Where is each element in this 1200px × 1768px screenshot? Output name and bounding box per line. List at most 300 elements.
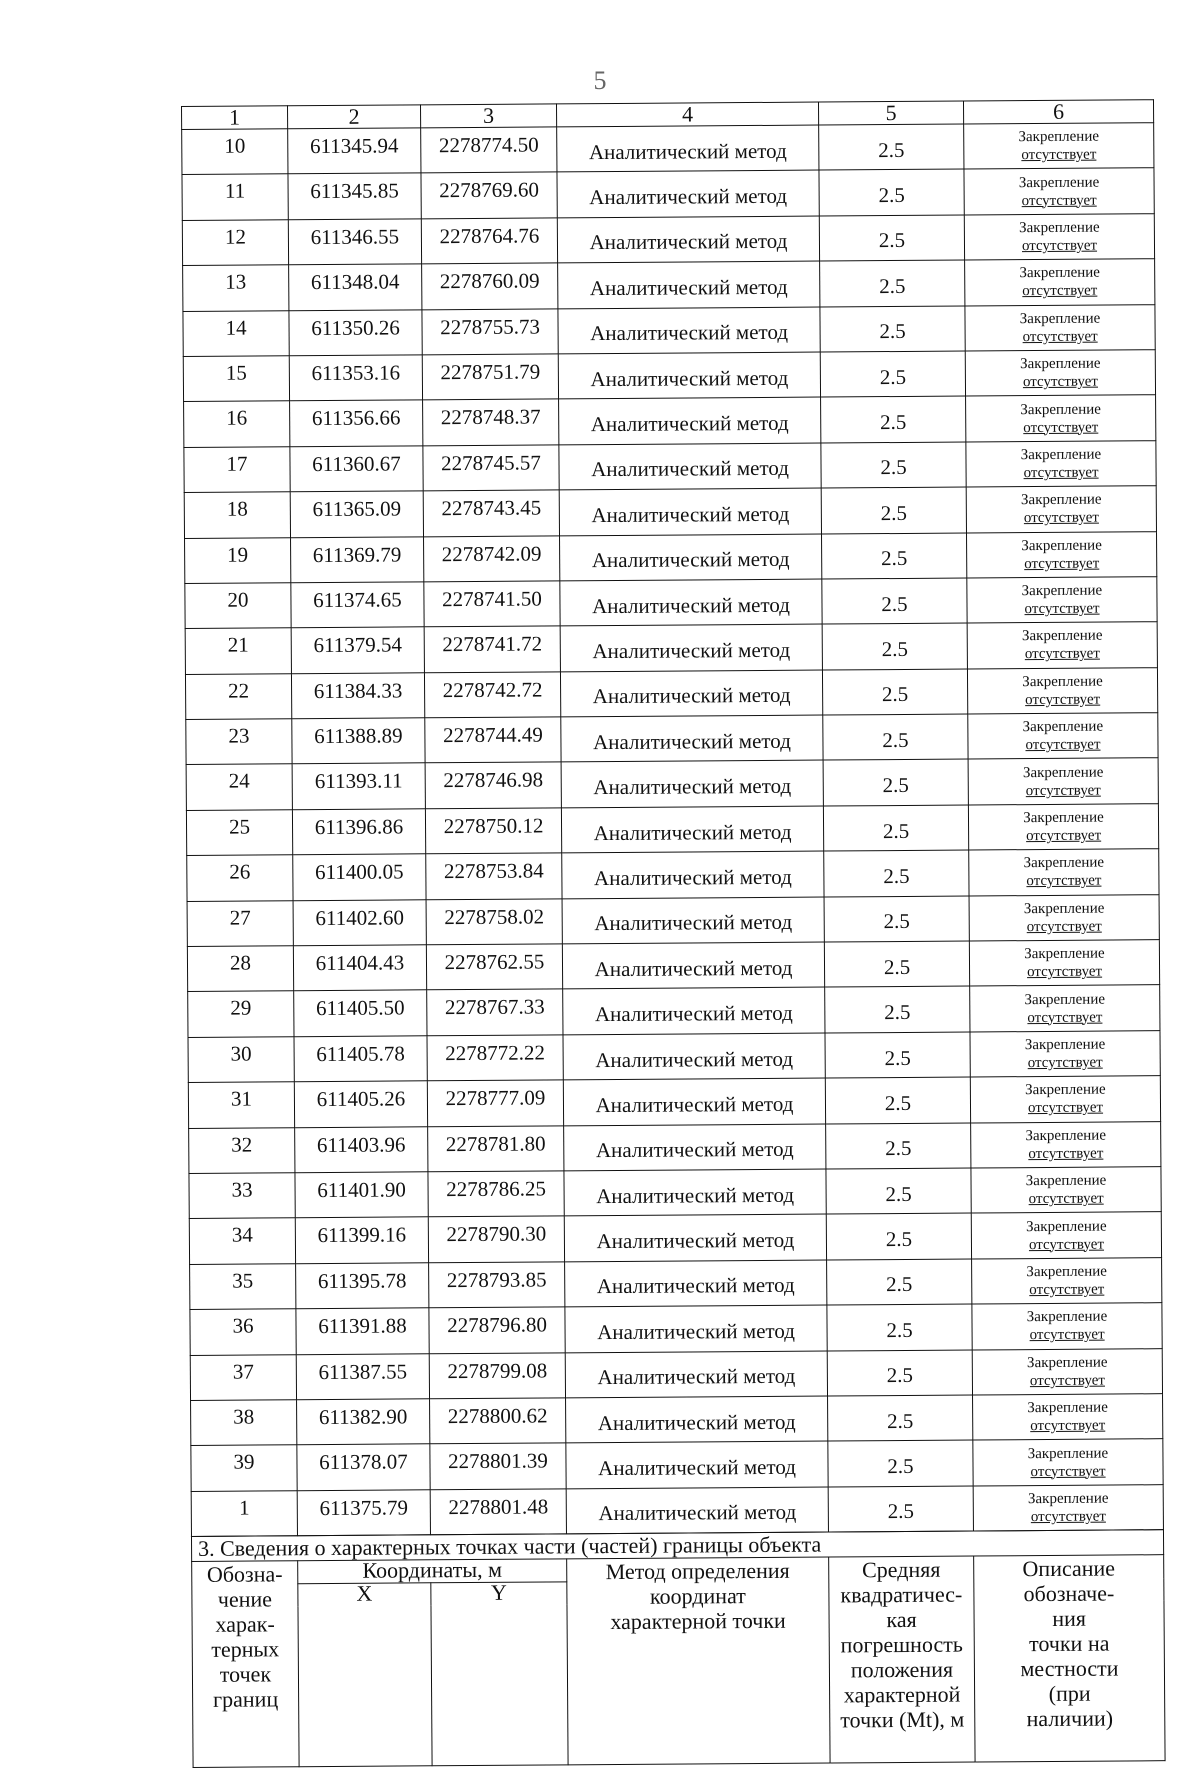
- point-number: 19: [185, 537, 291, 583]
- fixing-line-2: отсутствует: [1028, 1190, 1104, 1208]
- table-row: [189, 1121, 1161, 1173]
- fixing-cell: [964, 123, 1154, 170]
- fixing-line-1: Закрепление: [1023, 809, 1104, 827]
- coord-x: 611369.79: [291, 536, 424, 582]
- error-cell: 2.5: [828, 1486, 973, 1532]
- coord-y: 2278744.49: [425, 717, 561, 763]
- method-cell: Аналитический метод: [560, 534, 822, 581]
- header-line: наличии): [1026, 1705, 1114, 1732]
- column-number: 5: [818, 101, 963, 125]
- fixing-line-2: отсутствует: [1022, 282, 1098, 300]
- table-row: [183, 259, 1155, 311]
- error-cell: 2.5: [821, 442, 966, 488]
- coord-y: 2278774.50: [421, 127, 557, 173]
- fixing-line-2: отсутствует: [1024, 600, 1100, 618]
- error-cell: 2.5: [822, 669, 967, 715]
- point-number: 14: [183, 310, 289, 356]
- column-number: 1: [182, 106, 288, 130]
- coord-x: 611403.96: [295, 1126, 428, 1172]
- fixing-cell: [971, 1167, 1161, 1214]
- method-cell: Аналитический метод: [564, 1124, 826, 1171]
- fixing-cell: [966, 395, 1156, 442]
- error-cell: 2.5: [827, 1259, 972, 1305]
- fixing-line-1: Закрепление: [1024, 1036, 1106, 1054]
- fixing-line-2: отсутствует: [1026, 873, 1102, 890]
- table-row: [187, 894, 1159, 946]
- coord-y: 2278767.33: [427, 989, 563, 1035]
- error-cell: 2.5: [826, 1213, 971, 1259]
- error-cell: 2.5: [819, 124, 964, 170]
- header-line: Метод определения: [605, 1557, 790, 1585]
- point-number: 38: [191, 1400, 297, 1446]
- fixing-line-1: Закрепление: [1026, 1263, 1107, 1281]
- fixing-line-1: Закрепление: [1019, 310, 1101, 327]
- error-cell: 2.5: [828, 1395, 973, 1441]
- column-number: 4: [556, 102, 818, 127]
- table-row: [184, 486, 1156, 538]
- fixing-line-2: отсутствует: [1021, 146, 1097, 164]
- coord-x: 611396.86: [292, 809, 425, 855]
- point-number: 34: [189, 1218, 295, 1264]
- fixing-line-1: Закрепление: [1018, 174, 1100, 191]
- point-number: 29: [188, 991, 294, 1037]
- fixing-line-1: Закрепление: [1026, 1308, 1108, 1326]
- coord-y: 2278764.76: [421, 218, 557, 264]
- header-method: [567, 1557, 830, 1765]
- coord-y: 2278750.12: [425, 808, 561, 854]
- fixing-line-2: отсутствует: [1027, 1054, 1103, 1072]
- table-row: [190, 1303, 1162, 1355]
- coord-y: 2278753.84: [426, 853, 562, 899]
- coord-x: 611345.85: [288, 173, 421, 219]
- fixing-cell: [969, 940, 1159, 987]
- coord-x: 611382.90: [297, 1399, 430, 1445]
- fixing-cell: [968, 758, 1158, 805]
- coord-x: 611387.55: [296, 1353, 429, 1399]
- coord-x: 611374.65: [291, 582, 424, 628]
- fixing-line-1: Закрепление: [1021, 628, 1103, 645]
- header-line: чение: [217, 1586, 273, 1612]
- table-row: [191, 1484, 1163, 1536]
- table-row: [183, 350, 1155, 402]
- header-line: координат: [649, 1583, 746, 1609]
- table-row: [185, 531, 1157, 583]
- method-cell: Аналитический метод: [558, 307, 820, 354]
- method-cell: Аналитический метод: [565, 1351, 827, 1398]
- error-cell: 2.5: [821, 487, 966, 533]
- point-number: 33: [189, 1173, 295, 1219]
- point-number: 12: [182, 220, 288, 266]
- fixing-cell: [966, 531, 1156, 578]
- coord-x: 611346.55: [288, 219, 421, 265]
- coord-y: 2278742.72: [424, 672, 560, 718]
- error-cell: 2.5: [824, 850, 969, 896]
- header-line: обозначе-: [1023, 1580, 1115, 1607]
- point-number: 1: [191, 1490, 297, 1536]
- coordinates-document: [181, 99, 1165, 1768]
- fixing-cell: [965, 350, 1155, 397]
- table-row: [182, 168, 1154, 220]
- coord-y: 2278790.30: [428, 1216, 564, 1262]
- fixing-cell: [966, 486, 1156, 533]
- coord-y: 2278760.09: [422, 263, 558, 309]
- column-number: 2: [288, 105, 421, 129]
- header-line: точки на: [1029, 1630, 1110, 1657]
- coord-y: 2278745.57: [423, 445, 559, 491]
- error-cell: 2.5: [828, 1440, 973, 1486]
- point-number: 17: [184, 446, 290, 492]
- method-cell: Аналитический метод: [566, 1396, 828, 1443]
- method-cell: Аналитический метод: [559, 443, 821, 490]
- fixing-cell: [970, 1076, 1160, 1123]
- error-cell: 2.5: [824, 941, 969, 987]
- method-cell: Аналитический метод: [562, 897, 824, 944]
- header-line: Обозна-: [206, 1561, 283, 1587]
- fixing-cell: [972, 1348, 1162, 1395]
- coord-y: 2278769.60: [421, 172, 557, 218]
- method-cell: Аналитический метод: [566, 1487, 828, 1534]
- coord-x: 611378.07: [297, 1444, 430, 1490]
- coord-x: 611401.90: [295, 1172, 428, 1218]
- table-row: [182, 213, 1154, 265]
- fixing-cell: [967, 622, 1157, 669]
- fixing-line-2: отсутствует: [1023, 509, 1099, 527]
- error-cell: 2.5: [822, 578, 967, 624]
- error-cell: 2.5: [820, 260, 965, 306]
- method-cell: Аналитический метод: [557, 170, 819, 217]
- section-3-table: [191, 1529, 1166, 1768]
- point-number: 25: [186, 810, 292, 856]
- table-row: [188, 1031, 1160, 1083]
- fixing-cell: [968, 713, 1158, 760]
- coord-x: 611405.50: [294, 990, 427, 1036]
- fixing-line-2: отсутствует: [1029, 1281, 1105, 1299]
- header-line: границ: [212, 1686, 279, 1712]
- error-cell: 2.5: [825, 1032, 970, 1078]
- fixing-cell: [969, 849, 1159, 896]
- fixing-line-1: Закрепление: [1022, 673, 1103, 691]
- method-cell: Аналитический метод: [562, 851, 824, 898]
- header-line: Средняя: [861, 1556, 941, 1583]
- coord-y: 2278777.09: [427, 1080, 563, 1126]
- coord-y: 2278801.48: [430, 1489, 566, 1535]
- header-coordinates: Координаты, м: [298, 1559, 567, 1584]
- fixing-line-1: Закрепление: [1025, 1172, 1107, 1190]
- fixing-line-1: Закрепление: [1020, 401, 1101, 418]
- fixing-line-1: Закрепление: [1027, 1490, 1109, 1508]
- method-cell: Аналитический метод: [565, 1305, 827, 1352]
- fixing-cell: [971, 1121, 1161, 1168]
- table-row: [185, 667, 1157, 719]
- coord-y: 2278800.62: [430, 1398, 566, 1444]
- coord-x: 611348.04: [289, 264, 422, 310]
- coord-y: 2278741.72: [424, 626, 560, 672]
- fixing-line-2: отсутствует: [1025, 736, 1101, 754]
- header-x: X: [298, 1583, 431, 1606]
- fixing-line-1: Закрепление: [1020, 446, 1102, 464]
- fixing-line-1: Закрепление: [1027, 1399, 1108, 1417]
- points-table-body: [182, 123, 1164, 1537]
- fixing-line-2: отсутствует: [1022, 328, 1098, 345]
- table-row: [185, 622, 1157, 674]
- fixing-line-1: Закрепление: [1024, 991, 1106, 1008]
- method-cell: Аналитический метод: [560, 670, 822, 717]
- header-line: местности: [1020, 1655, 1119, 1682]
- header-line: терных: [211, 1636, 280, 1662]
- fixing-cell: [964, 168, 1154, 215]
- fixing-line-1: Закрепление: [1023, 855, 1105, 872]
- point-number: 39: [191, 1445, 297, 1491]
- header-line: (при: [1048, 1680, 1091, 1707]
- fixing-cell: [970, 1031, 1160, 1078]
- table-row: [187, 849, 1159, 901]
- coord-x: 611404.43: [293, 945, 426, 991]
- error-cell: 2.5: [827, 1304, 972, 1350]
- coord-x: 611388.89: [292, 718, 425, 764]
- fixing-line-2: отсутствует: [1030, 1417, 1106, 1435]
- point-number: 15: [183, 356, 289, 402]
- coord-x: 611365.09: [290, 491, 423, 537]
- fixing-line-1: Закрепление: [1026, 1218, 1107, 1235]
- header-y: Y: [431, 1582, 567, 1605]
- table-row: [182, 123, 1154, 175]
- fixing-line-1: Закрепление: [1025, 1127, 1107, 1144]
- points-table: [181, 99, 1164, 1537]
- header-line: положения: [850, 1656, 954, 1683]
- coord-x: 611399.16: [295, 1217, 428, 1263]
- header-line: харак-: [215, 1611, 275, 1637]
- error-cell: 2.5: [826, 1168, 971, 1214]
- method-cell: Аналитический метод: [564, 1169, 826, 1216]
- fixing-line-1: Закрепление: [1020, 355, 1101, 373]
- fixing-cell: [973, 1484, 1163, 1531]
- table-row: [183, 304, 1155, 356]
- point-number: 23: [186, 719, 292, 765]
- method-cell: Аналитический метод: [564, 1214, 826, 1261]
- fixing-line-1: Закрепление: [1020, 491, 1102, 509]
- fixing-line-1: Закрепление: [1026, 1354, 1108, 1371]
- table-row: [188, 1076, 1160, 1128]
- method-cell: Аналитический метод: [562, 942, 824, 989]
- table-row: [190, 1348, 1162, 1400]
- fixing-cell: [972, 1303, 1162, 1350]
- coord-x: 611356.66: [290, 400, 423, 446]
- point-number: 18: [184, 492, 290, 538]
- header-line: точек: [219, 1661, 272, 1687]
- point-number: 36: [190, 1309, 296, 1355]
- fixing-line-2: отсутствует: [1021, 237, 1098, 255]
- coord-y: 2278742.09: [424, 535, 560, 581]
- fixing-cell: [973, 1394, 1163, 1441]
- method-cell: Аналитический метод: [563, 1078, 825, 1125]
- point-number: 26: [187, 855, 293, 901]
- method-cell: Аналитический метод: [561, 761, 823, 808]
- coord-y: 2278758.02: [426, 898, 562, 944]
- fixing-line-1: Закрепление: [1018, 128, 1100, 146]
- coord-y: 2278799.08: [429, 1352, 565, 1398]
- coord-y: 2278755.73: [422, 308, 558, 354]
- table-row: [187, 940, 1159, 992]
- method-cell: Аналитический метод: [565, 1260, 827, 1307]
- method-cell: Аналитический метод: [560, 624, 822, 671]
- header-line: точки (Mt), м: [840, 1706, 965, 1733]
- point-number: 35: [190, 1263, 296, 1309]
- fixing-cell: [973, 1439, 1163, 1486]
- fixing-line-2: отсутствует: [1021, 192, 1097, 209]
- table-row: [184, 395, 1156, 447]
- error-cell: 2.5: [825, 1077, 970, 1123]
- header-line: погрешность: [840, 1631, 963, 1658]
- empty-y-cell: [431, 1604, 568, 1765]
- column-number: 3: [420, 104, 556, 128]
- coord-y: 2278741.50: [424, 581, 560, 627]
- fixing-line-1: Закрепление: [1023, 900, 1105, 917]
- table-row: [190, 1257, 1162, 1309]
- fixing-line-2: отсутствует: [1027, 1009, 1103, 1026]
- fixing-line-2: отсутствует: [1023, 419, 1099, 436]
- header-line: характерной точки: [610, 1607, 786, 1635]
- fixing-line-2: отсутствует: [1029, 1372, 1105, 1389]
- fixing-cell: [972, 1257, 1162, 1304]
- point-number: 22: [185, 673, 291, 719]
- fixing-line-2: отсутствует: [1024, 555, 1100, 572]
- point-number: 28: [187, 946, 293, 992]
- fixing-line-2: отсутствует: [1026, 918, 1102, 935]
- table-row: [189, 1167, 1161, 1219]
- fixing-cell: [967, 667, 1157, 714]
- fixing-line-1: Закрепление: [1022, 718, 1104, 736]
- header-description: [974, 1555, 1165, 1762]
- fixing-line-2: отсутствует: [1025, 691, 1101, 708]
- table-row: [189, 1212, 1161, 1264]
- point-number: 21: [185, 628, 291, 674]
- point-number: 13: [183, 265, 289, 311]
- fixing-line-2: отсутствует: [1023, 464, 1099, 482]
- method-cell: Аналитический метод: [566, 1441, 828, 1488]
- coord-x: 611393.11: [292, 763, 425, 809]
- error-cell: 2.5: [822, 533, 967, 579]
- error-cell: 2.5: [821, 396, 966, 442]
- error-cell: 2.5: [820, 351, 965, 397]
- coord-y: 2278772.22: [427, 1035, 563, 1081]
- error-cell: 2.5: [820, 306, 965, 352]
- error-cell: 2.5: [819, 215, 964, 261]
- section-3-title: 3. Сведения о характерных точках части (частей) границы объекта: [191, 1530, 1163, 1562]
- fixing-line-1: Закрепление: [1024, 945, 1105, 963]
- point-number: 16: [184, 401, 290, 447]
- fixing-line-1: Закрепление: [1022, 764, 1104, 781]
- fixing-cell: [965, 259, 1155, 306]
- header-line: ния: [1052, 1605, 1087, 1632]
- empty-x-cell: [298, 1605, 432, 1766]
- method-cell: Аналитический метод: [557, 125, 819, 172]
- error-cell: 2.5: [826, 1123, 971, 1169]
- coord-y: 2278786.25: [428, 1171, 564, 1217]
- coord-x: 611353.16: [289, 355, 422, 401]
- coord-y: 2278796.80: [429, 1307, 565, 1353]
- fixing-line-2: отсутствует: [1026, 827, 1102, 845]
- coord-y: 2278781.80: [428, 1125, 564, 1171]
- fixing-line-2: отсутствует: [1024, 646, 1100, 663]
- fixing-line-2: отсутствует: [1026, 963, 1103, 981]
- coord-y: 2278746.98: [425, 762, 561, 808]
- coord-y: 2278793.85: [429, 1262, 565, 1308]
- fixing-line-1: Закрепление: [1027, 1445, 1109, 1462]
- coord-x: 611375.79: [297, 1490, 430, 1536]
- fixing-cell: [969, 894, 1159, 941]
- header-line: характерной: [843, 1681, 961, 1708]
- fixing-cell: [965, 304, 1155, 351]
- table-row: [188, 985, 1160, 1037]
- point-number: 32: [189, 1127, 295, 1173]
- page-number: 5: [593, 66, 607, 95]
- error-cell: 2.5: [823, 714, 968, 760]
- coord-y: 2278743.45: [423, 490, 559, 536]
- table-row: [191, 1394, 1163, 1446]
- fixing-cell: [967, 577, 1157, 624]
- coord-x: 611391.88: [296, 1308, 429, 1354]
- coord-x: 611384.33: [291, 673, 424, 719]
- coord-x: 611405.78: [294, 1036, 427, 1082]
- method-cell: Аналитический метод: [559, 397, 821, 444]
- method-cell: Аналитический метод: [563, 987, 825, 1034]
- error-cell: 2.5: [825, 986, 970, 1032]
- fixing-line-1: Закрепление: [1025, 1081, 1106, 1099]
- fixing-line-1: Закрепление: [1019, 219, 1100, 237]
- point-number: 24: [186, 764, 292, 810]
- point-number: 10: [182, 129, 288, 175]
- header-point-designation: [192, 1561, 299, 1768]
- error-cell: 2.5: [824, 896, 969, 942]
- fixing-line-1: Закрепление: [1021, 582, 1103, 600]
- coord-y: 2278751.79: [422, 354, 558, 400]
- coord-x: 611350.26: [289, 309, 422, 355]
- fixing-cell: [968, 804, 1158, 851]
- fixing-line-2: отсутствует: [1022, 373, 1099, 391]
- method-cell: Аналитический метод: [558, 352, 820, 399]
- header-line: квадратичес-: [840, 1581, 963, 1608]
- fixing-cell: [966, 440, 1156, 487]
- header-mean-error: [829, 1556, 975, 1763]
- coord-y: 2278762.55: [426, 944, 562, 990]
- point-number: 27: [187, 900, 293, 946]
- fixing-cell: [971, 1212, 1161, 1259]
- coord-x: 611395.78: [296, 1263, 429, 1309]
- fixing-cell: [970, 985, 1160, 1032]
- point-number: 11: [182, 174, 288, 220]
- table-row: [186, 713, 1158, 765]
- method-cell: Аналитический метод: [560, 579, 822, 626]
- table-row: [185, 577, 1157, 629]
- coord-x: 611360.67: [290, 446, 423, 492]
- column-number: 6: [963, 100, 1153, 124]
- point-number: 20: [185, 583, 291, 629]
- fixing-line-2: отсутствует: [1029, 1326, 1105, 1344]
- method-cell: Аналитический метод: [563, 1033, 825, 1080]
- fixing-line-2: отсутствует: [1030, 1463, 1106, 1480]
- fixing-line-2: отсутствует: [1030, 1508, 1106, 1526]
- coord-x: 611400.05: [293, 854, 426, 900]
- point-number: 30: [188, 1037, 294, 1083]
- fixing-cell: [964, 213, 1154, 260]
- error-cell: 2.5: [823, 805, 968, 851]
- fixing-line-2: отсутствует: [1027, 1099, 1104, 1117]
- table-row: [191, 1439, 1163, 1491]
- table-row: [186, 758, 1158, 810]
- coord-x: 611379.54: [291, 627, 424, 673]
- table-row: [184, 440, 1156, 492]
- fixing-line-2: отсутствует: [1028, 1236, 1105, 1253]
